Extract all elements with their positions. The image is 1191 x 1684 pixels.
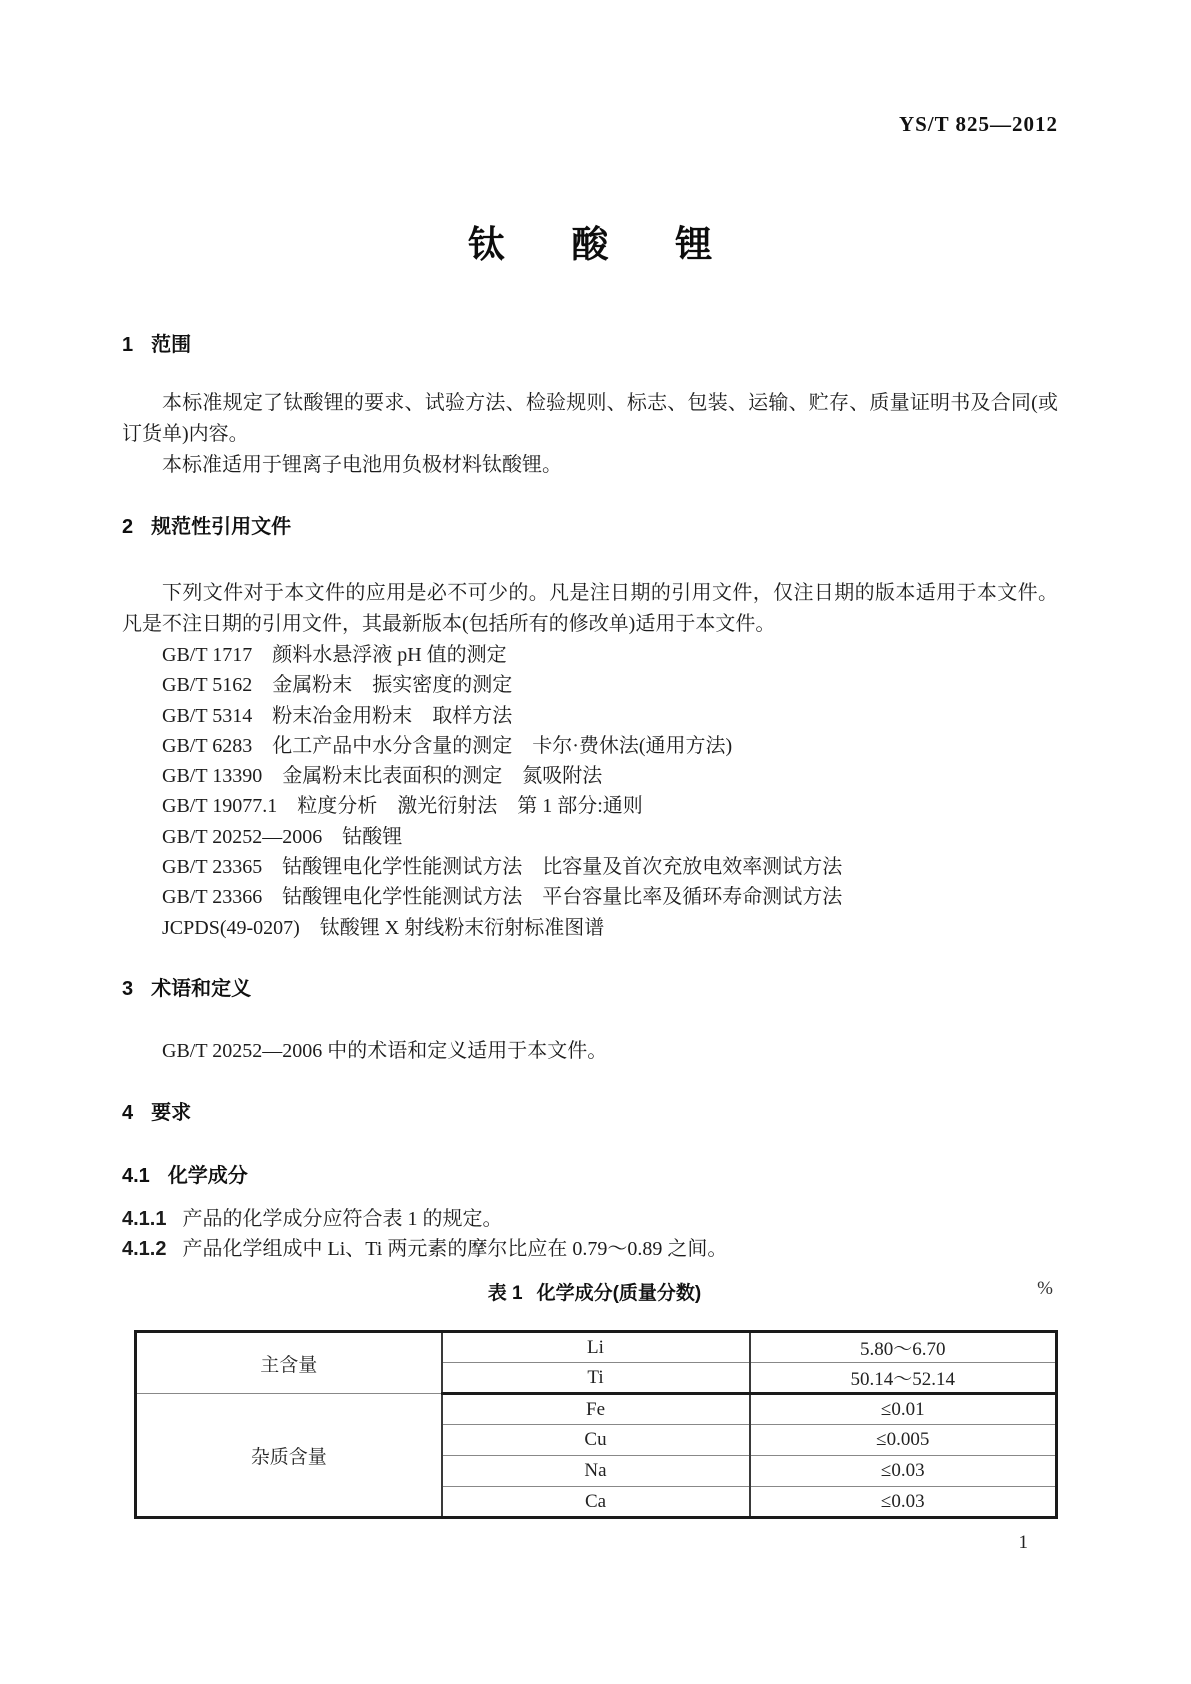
- element-cell: Na: [442, 1456, 750, 1487]
- document-title: 钛酸锂: [467, 224, 779, 265]
- table-1-caption: [134, 1278, 1055, 1305]
- section-1-number: 1: [122, 334, 134, 356]
- value-cell: ≤0.01: [750, 1394, 1057, 1425]
- reference-item: GB/T 23366 钴酸锂电化学性能测试方法 平台容量比率及循环寿命测试方法: [162, 886, 843, 909]
- table-row: [136, 1332, 1057, 1363]
- terms-paragraph: GB/T 20252—2006 中的术语和定义适用于本文件。: [162, 1040, 608, 1062]
- reference-item: GB/T 19077.1 粒度分析 激光衍射法 第 1 部分:通则: [162, 795, 643, 818]
- value-cell: 5.80～6.70: [750, 1332, 1057, 1363]
- element-cell: Ca: [442, 1487, 750, 1518]
- table-1-caption-title: 化学成分(质量分数): [536, 1283, 702, 1304]
- reference-item: GB/T 1717 颜料水悬浮液 pH 值的测定: [162, 644, 507, 666]
- section-4-1-heading: [122, 1163, 1058, 1189]
- scope-paragraph-2: 本标准适用于锂离子电池用负极材料钛酸锂。: [162, 454, 562, 476]
- clause-4-1-1-number: 4.1.1: [122, 1208, 167, 1230]
- normative-references-intro: 下列文件对于本文件的应用是必不可少的。凡是注日期的引用文件，仅注日期的版本适用于本文件。凡是不注日期的引用文件，其最新版本(包括所有的修改单)适用于本文件。: [122, 582, 1058, 635]
- reference-item: GB/T 6283 化工产品中水分含量的测定 卡尔·费休法(通用方法): [162, 734, 733, 757]
- value-cell: ≤0.03: [750, 1456, 1057, 1487]
- value-cell: ≤0.03: [750, 1487, 1057, 1518]
- section-2-number: 2: [122, 516, 134, 538]
- section-1-title: 范围: [151, 334, 192, 356]
- clause-4-1-2-number: 4.1.2: [122, 1238, 167, 1260]
- reference-item: JCPDS(49-0207) 钛酸锂 X 射线粉末衍射标准图谱: [162, 916, 605, 939]
- reference-item: GB/T 20252—2006 钴酸锂: [162, 825, 403, 848]
- table-1-caption-row: [134, 1278, 1055, 1306]
- reference-item: GB/T 13390 金属粉末比表面积的测定 氮吸附法: [162, 765, 603, 788]
- section-3-heading: [122, 976, 1058, 1002]
- section-4-1-title: 化学成分: [167, 1165, 248, 1187]
- section-2-heading: [122, 514, 1058, 540]
- element-cell: Fe: [442, 1394, 750, 1425]
- page-number: 1: [1018, 1532, 1028, 1553]
- reference-list: [122, 640, 1058, 943]
- element-cell: Ti: [442, 1363, 750, 1394]
- reference-item: GB/T 23365 钴酸锂电化学性能测试方法 比容量及首次充放电效率测试方法: [162, 856, 843, 879]
- clause-4-1-1: [122, 1204, 1058, 1235]
- table-1-caption-label: 表 1: [487, 1283, 523, 1304]
- section-4-number: 4: [122, 1102, 134, 1124]
- element-cell: Cu: [442, 1425, 750, 1456]
- element-cell: Li: [442, 1332, 750, 1363]
- clause-4-1-2: [122, 1234, 1058, 1265]
- table-1-unit: %: [1037, 1278, 1053, 1299]
- group-label-cell: 杂质含量: [136, 1394, 442, 1518]
- clause-4-1-1-text: 产品的化学成分应符合表 1 的规定。: [182, 1208, 503, 1230]
- page-content: [122, 0, 1058, 1684]
- section-4-title: 要求: [151, 1102, 192, 1124]
- table-row: [136, 1394, 1057, 1425]
- value-cell: 50.14～52.14: [750, 1363, 1057, 1394]
- section-4-1-number: 4.1: [122, 1165, 150, 1187]
- chemical-composition-table: [134, 1330, 1058, 1519]
- section-4-heading: [122, 1100, 1058, 1126]
- section-2-title: 规范性引用文件: [151, 516, 292, 538]
- standard-number: YS/T 825—2012: [898, 112, 1058, 136]
- section-3-number: 3: [122, 978, 134, 1000]
- section-3-title: 术语和定义: [151, 978, 252, 1000]
- group-label-cell: 主含量: [136, 1332, 442, 1394]
- value-cell: ≤0.005: [750, 1425, 1057, 1456]
- clause-4-1-2-text: 产品化学组成中 Li、Ti 两元素的摩尔比应在 0.79～0.89 之间。: [182, 1238, 728, 1260]
- section-1-heading: [122, 332, 1058, 358]
- reference-item: GB/T 5162 金属粉末 振实密度的测定: [162, 674, 513, 697]
- scope-paragraph-1: 本标准规定了钛酸锂的要求、试验方法、检验规则、标志、包装、运输、贮存、质量证明书及合同(或订货单)内容。: [122, 392, 1058, 445]
- reference-item: GB/T 5314 粉末冶金用粉末 取样方法: [162, 704, 513, 727]
